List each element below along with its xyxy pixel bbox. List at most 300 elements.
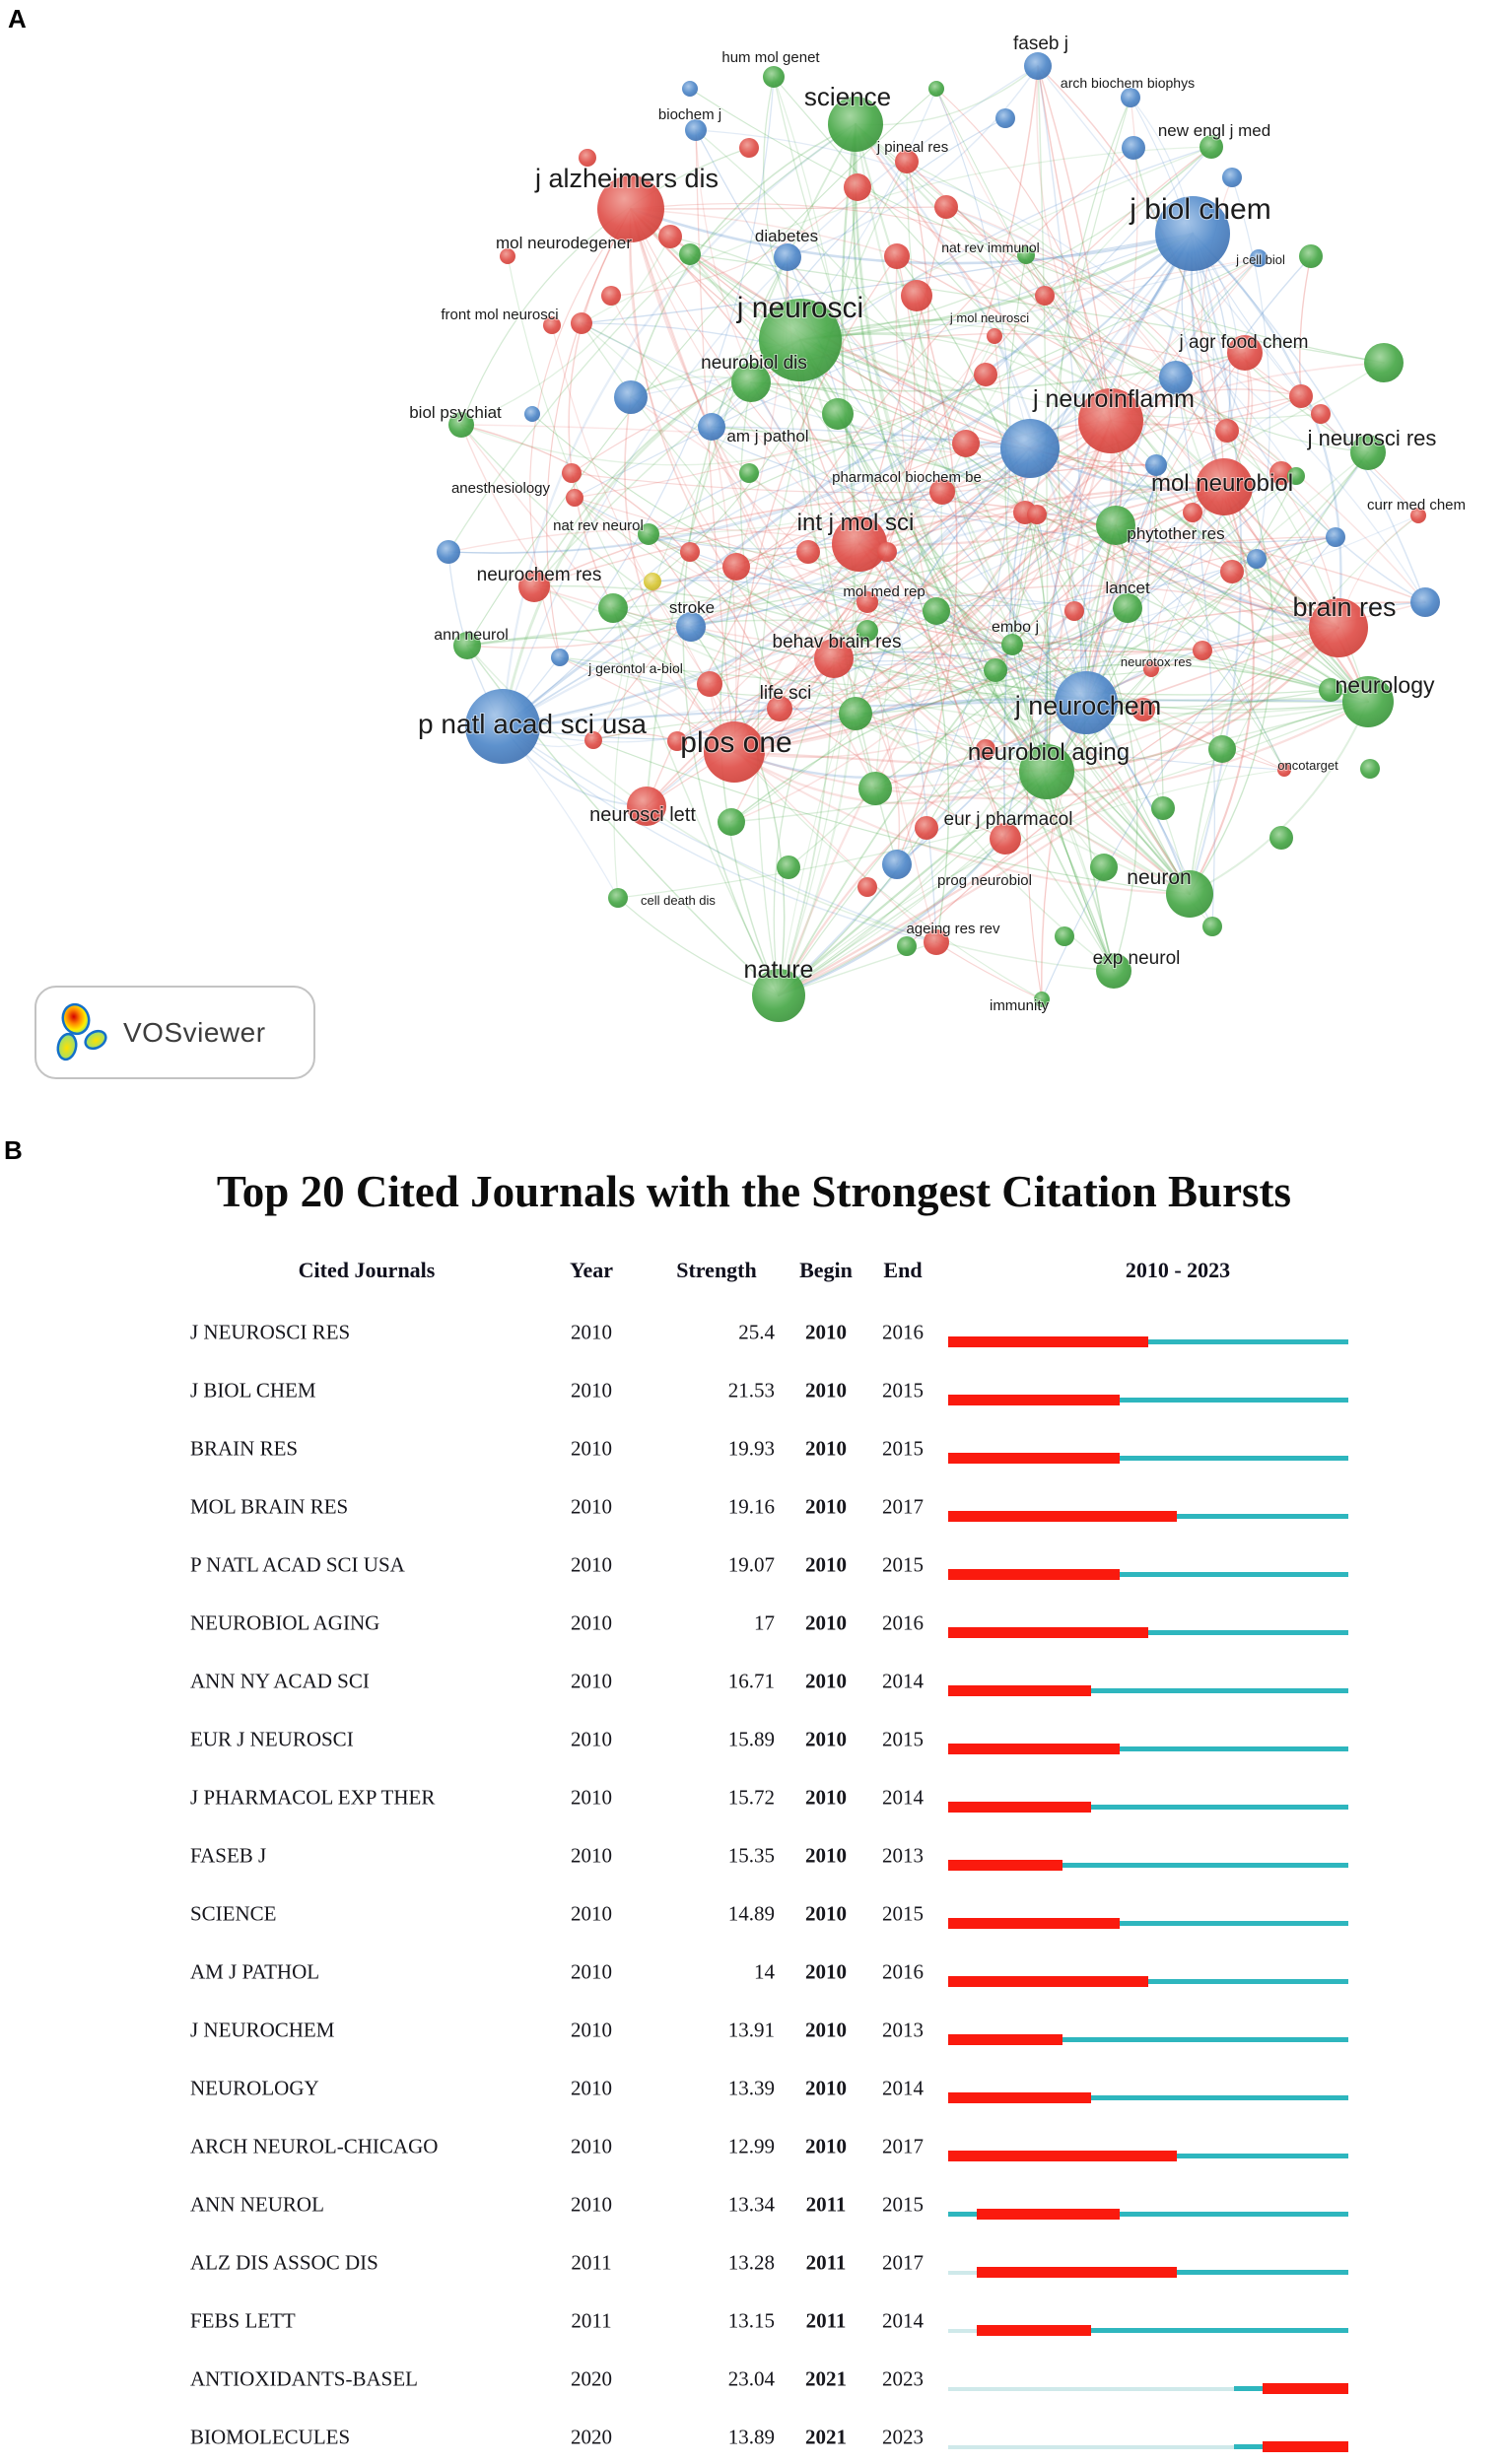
burst-segment — [1062, 1453, 1091, 1464]
active-segment — [1148, 1863, 1177, 1868]
journal-label: j neurosci — [736, 292, 864, 324]
cell-year: 2010 — [571, 1552, 612, 1577]
cell-end: 2023 — [882, 2425, 924, 2449]
inactive-segment — [1062, 2387, 1091, 2391]
journal-label: ageing res rev — [906, 921, 1000, 937]
cell-begin: 2010 — [805, 1494, 847, 1519]
burst-segment — [1148, 2151, 1177, 2161]
journal-node[interactable] — [1024, 52, 1052, 80]
burst-segment — [977, 2092, 1005, 2103]
journal-node[interactable] — [739, 138, 759, 158]
active-segment — [1234, 1572, 1263, 1577]
burst-segment — [977, 1511, 1005, 1522]
journal-node[interactable] — [796, 540, 820, 564]
cell-strength: 13.15 — [727, 2308, 775, 2333]
active-segment — [1177, 1456, 1205, 1461]
burst-segment — [1091, 1976, 1120, 1987]
journal-node[interactable] — [1035, 286, 1055, 306]
journal-node[interactable] — [1247, 549, 1267, 569]
burst-segment — [1034, 1511, 1062, 1522]
cell-journal: J NEUROSCI RES — [190, 1320, 351, 1344]
cell-journal: FASEB J — [190, 1843, 267, 1868]
burst-segment — [1062, 1918, 1091, 1929]
journal-node[interactable] — [698, 413, 725, 441]
burst-segment — [1291, 2383, 1320, 2394]
inactive-segment — [1177, 2387, 1205, 2391]
cell-end: 2016 — [882, 1610, 924, 1635]
inactive-segment — [948, 2271, 977, 2275]
journal-node[interactable] — [995, 108, 1015, 128]
cell-begin: 2010 — [805, 1843, 847, 1868]
journal-label: j alzheimers dis — [534, 164, 720, 193]
journal-node[interactable] — [608, 888, 628, 908]
network-edge — [1193, 234, 1425, 602]
burst-segment — [948, 1511, 977, 1522]
inactive-segment — [1034, 2445, 1062, 2449]
journal-node[interactable] — [901, 280, 932, 311]
active-segment — [1263, 1688, 1291, 1693]
active-segment — [1177, 1746, 1205, 1751]
burst-segment — [1062, 1395, 1091, 1405]
journal-node[interactable] — [1090, 854, 1118, 881]
burst-segment — [977, 2325, 1005, 2336]
active-segment — [1177, 1979, 1205, 1984]
network-edge — [1193, 234, 1425, 602]
burst-segment — [1005, 1627, 1034, 1638]
journal-label: j gerontol a-biol — [588, 660, 683, 676]
active-segment — [1234, 1514, 1263, 1519]
journal-label: science — [803, 82, 892, 111]
cell-end: 2014 — [882, 1785, 924, 1810]
active-segment — [1205, 1630, 1234, 1635]
journal-node[interactable] — [566, 489, 583, 507]
burst-segment — [1005, 1511, 1034, 1522]
journal-node[interactable] — [987, 328, 1002, 344]
column-header: Year — [570, 1258, 613, 1282]
active-segment — [1234, 1398, 1263, 1403]
journal-node[interactable] — [722, 553, 750, 581]
journal-node[interactable] — [952, 430, 980, 457]
burst-segment — [1062, 2092, 1091, 2103]
cell-year: 2010 — [571, 2018, 612, 2042]
active-segment — [1234, 1630, 1263, 1635]
journal-node[interactable] — [551, 649, 569, 666]
active-segment — [1234, 2386, 1263, 2391]
cell-journal: AM J PATHOL — [190, 1959, 320, 1984]
journal-label: ann neurol — [434, 627, 509, 644]
journal-label: cell death dis — [641, 893, 716, 908]
active-segment — [1120, 1805, 1148, 1810]
cell-strength: 13.39 — [727, 2076, 775, 2100]
journal-node[interactable] — [697, 671, 722, 697]
journal-node[interactable] — [777, 856, 800, 879]
cell-begin: 2010 — [805, 2134, 847, 2158]
burst-segment — [948, 2092, 977, 2103]
burst-segment — [1120, 1336, 1148, 1347]
journal-node[interactable] — [1202, 917, 1222, 936]
journal-node[interactable] — [822, 398, 854, 430]
cell-begin: 2010 — [805, 1436, 847, 1461]
journal-node[interactable] — [598, 593, 628, 623]
burst-segment — [1091, 1627, 1120, 1638]
burst-segment — [1034, 1395, 1062, 1405]
active-segment — [1205, 2095, 1234, 2100]
journal-node[interactable] — [877, 542, 897, 562]
journal-node[interactable] — [1360, 759, 1380, 779]
active-segment — [1177, 2095, 1205, 2100]
burst-segment — [1320, 2383, 1348, 2394]
inactive-segment — [1120, 2445, 1148, 2449]
journal-label: nat rev neurol — [553, 517, 644, 534]
active-segment — [1291, 1863, 1320, 1868]
journal-node[interactable] — [1121, 88, 1140, 107]
journal-label: diabetes — [754, 227, 819, 245]
active-segment — [1148, 1339, 1177, 1344]
burst-segment — [1148, 2267, 1177, 2278]
burst-segment — [948, 1395, 977, 1405]
active-segment — [1234, 1863, 1263, 1868]
journal-node[interactable] — [928, 81, 944, 97]
cell-end: 2017 — [882, 2250, 924, 2275]
cell-journal: P NATL ACAD SCI USA — [190, 1552, 405, 1577]
journal-node[interactable] — [1183, 503, 1202, 522]
burst-segment — [1320, 2441, 1348, 2452]
cell-year: 2011 — [571, 2250, 612, 2275]
cell-year: 2010 — [571, 2076, 612, 2100]
journal-node[interactable] — [1215, 419, 1239, 443]
journal-node[interactable] — [897, 936, 917, 956]
active-segment — [1120, 1863, 1148, 1868]
active-segment — [1234, 2095, 1263, 2100]
active-segment — [1291, 2212, 1320, 2217]
active-segment — [1234, 1746, 1263, 1751]
journal-node[interactable] — [1113, 593, 1142, 623]
active-segment — [1320, 1746, 1348, 1751]
burst-segment — [977, 1453, 1005, 1464]
burst-segment — [1062, 2267, 1091, 2278]
cell-end: 2016 — [882, 1320, 924, 1344]
journal-node[interactable] — [1289, 384, 1313, 408]
active-segment — [1291, 2154, 1320, 2158]
active-segment — [1291, 2270, 1320, 2275]
active-segment — [1120, 1688, 1148, 1693]
journal-label: curr med chem — [1366, 497, 1467, 513]
burst-segment — [1091, 1453, 1120, 1464]
cell-year: 2010 — [571, 1727, 612, 1751]
burst-segment — [1091, 1918, 1120, 1929]
journal-node[interactable] — [601, 286, 621, 306]
journal-node[interactable] — [882, 850, 912, 879]
active-segment — [1291, 1805, 1320, 1810]
journal-node[interactable] — [1064, 601, 1084, 621]
journal-node[interactable] — [739, 463, 759, 483]
burst-segment — [1120, 2267, 1148, 2278]
burst-segment — [977, 2209, 1005, 2220]
active-segment — [1320, 1863, 1348, 1868]
active-segment — [1263, 2095, 1291, 2100]
journal-label: neurobiol dis — [701, 353, 807, 374]
burst-segment — [948, 1685, 977, 1696]
journal-label: neurochem res — [476, 565, 602, 585]
active-segment — [1234, 2154, 1263, 2158]
active-segment — [1234, 1979, 1263, 1984]
active-segment — [1263, 1339, 1291, 1344]
journal-node[interactable] — [1122, 136, 1145, 160]
active-segment — [1320, 1514, 1348, 1519]
journal-node[interactable] — [524, 406, 540, 422]
cell-end: 2015 — [882, 1901, 924, 1926]
burst-segment — [1120, 2151, 1148, 2161]
journal-label: new engl j med — [1157, 121, 1271, 140]
cell-end: 2014 — [882, 1669, 924, 1693]
active-segment — [948, 2212, 977, 2217]
active-segment — [1148, 2212, 1177, 2217]
journal-node[interactable] — [562, 463, 582, 483]
inactive-segment — [1205, 2445, 1234, 2449]
active-segment — [1177, 1805, 1205, 1810]
burst-segment — [1005, 1336, 1034, 1347]
cell-strength: 13.28 — [727, 2250, 775, 2275]
journal-label: biol psychiat — [409, 403, 502, 422]
burst-segment — [1062, 1569, 1091, 1580]
burst-segment — [1062, 1976, 1091, 1987]
journal-node[interactable] — [1151, 796, 1175, 820]
burst-segment — [977, 1918, 1005, 1929]
cell-begin: 2011 — [805, 2250, 847, 2275]
journal-label: nat rev immunol — [941, 240, 1040, 255]
cell-year: 2010 — [571, 1901, 612, 1926]
journal-node[interactable] — [884, 243, 910, 269]
journal-node[interactable] — [934, 195, 958, 219]
cell-journal: ANTIOXIDANTS-BASEL — [190, 2366, 418, 2391]
burst-segment — [977, 2267, 1005, 2278]
burst-segment — [948, 1860, 977, 1871]
burst-segment — [1034, 1918, 1062, 1929]
cell-strength: 21.53 — [727, 1378, 775, 1403]
active-segment — [1320, 1688, 1348, 1693]
cell-strength: 16.71 — [727, 1669, 775, 1693]
active-segment — [1320, 1921, 1348, 1926]
column-header: Strength — [676, 1258, 757, 1282]
active-segment — [1263, 1805, 1291, 1810]
cell-journal: BIOMOLECULES — [190, 2425, 351, 2449]
burst-segment — [1062, 1802, 1091, 1813]
journal-node[interactable] — [682, 81, 698, 97]
burst-segment — [1062, 2151, 1091, 2161]
journal-node[interactable] — [844, 173, 871, 201]
journal-node[interactable] — [1208, 735, 1236, 763]
burst-segment — [977, 1802, 1005, 1813]
active-segment — [1263, 1572, 1291, 1577]
vosviewer-label: VOSviewer — [123, 1016, 266, 1048]
active-segment — [1205, 2328, 1234, 2333]
active-segment — [1263, 1514, 1291, 1519]
cell-year: 2010 — [571, 1320, 612, 1344]
journal-node[interactable] — [644, 573, 661, 590]
journal-node[interactable] — [1055, 926, 1074, 946]
journal-node[interactable] — [1269, 826, 1293, 850]
journal-node[interactable] — [1000, 419, 1060, 478]
cell-end: 2013 — [882, 1843, 924, 1868]
burst-segment — [977, 1336, 1005, 1347]
cell-journal: NEUROLOGY — [190, 2076, 319, 2100]
journal-label: life sci — [759, 683, 812, 704]
burst-segment — [1091, 1336, 1120, 1347]
cell-year: 2010 — [571, 2192, 612, 2217]
active-segment — [1234, 2037, 1263, 2042]
column-header: 2010 - 2023 — [1125, 1258, 1231, 1282]
burst-segment — [1091, 1569, 1120, 1580]
cell-strength: 15.89 — [727, 1727, 775, 1751]
active-segment — [1177, 2154, 1205, 2158]
journal-node[interactable] — [763, 66, 785, 88]
journal-node[interactable] — [658, 225, 682, 248]
burst-segment — [1091, 2267, 1120, 2278]
cell-begin: 2010 — [805, 1320, 847, 1344]
burst-segment — [1034, 1627, 1062, 1638]
active-segment — [1120, 2037, 1148, 2042]
cell-end: 2014 — [882, 2076, 924, 2100]
journal-node[interactable] — [1299, 244, 1323, 268]
cell-end: 2015 — [882, 1378, 924, 1403]
active-segment — [1291, 1921, 1320, 1926]
cell-begin: 2010 — [805, 2018, 847, 2042]
journal-node[interactable] — [1001, 634, 1023, 655]
active-segment — [1205, 2270, 1234, 2275]
active-segment — [1291, 1398, 1320, 1403]
active-segment — [1177, 1863, 1205, 1868]
journal-node[interactable] — [718, 808, 745, 836]
burst-segment — [1034, 2151, 1062, 2161]
cell-strength: 14.89 — [727, 1901, 775, 1926]
active-segment — [1263, 1921, 1291, 1926]
cell-year: 2020 — [571, 2366, 612, 2391]
journal-label: phytother res — [1127, 524, 1225, 543]
cell-journal: MOL BRAIN RES — [190, 1494, 349, 1519]
cell-begin: 2010 — [805, 1610, 847, 1635]
cell-year: 2010 — [571, 1494, 612, 1519]
active-segment — [1205, 1688, 1234, 1693]
cell-year: 2010 — [571, 1843, 612, 1868]
journal-node[interactable] — [614, 380, 648, 414]
journal-node[interactable] — [1027, 505, 1047, 524]
burst-segment — [1263, 2441, 1291, 2452]
active-segment — [1263, 2154, 1291, 2158]
active-segment — [1291, 1688, 1320, 1693]
cell-begin: 2010 — [805, 1378, 847, 1403]
burst-segment — [948, 1744, 977, 1754]
inactive-segment — [1148, 2387, 1177, 2391]
active-segment — [1234, 1805, 1263, 1810]
cell-end: 2015 — [882, 2192, 924, 2217]
journal-label: oncotarget — [1277, 758, 1338, 773]
active-segment — [1148, 1746, 1177, 1751]
journal-node[interactable] — [679, 243, 701, 265]
journal-label: behav brain res — [772, 632, 902, 652]
active-segment — [1120, 1572, 1148, 1577]
journal-label: j pineal res — [876, 139, 949, 156]
journal-node[interactable] — [857, 877, 877, 897]
active-segment — [1148, 1805, 1177, 1810]
cell-journal: FEBS LETT — [190, 2308, 296, 2333]
journal-node[interactable] — [858, 772, 892, 805]
active-segment — [1320, 2037, 1348, 2042]
active-segment — [1148, 2095, 1177, 2100]
cell-end: 2013 — [882, 2018, 924, 2042]
active-segment — [1177, 2037, 1205, 2042]
burst-segment — [1005, 1860, 1034, 1871]
active-segment — [1148, 1630, 1177, 1635]
journal-label: j agr food chem — [1179, 332, 1309, 353]
active-segment — [1205, 2212, 1234, 2217]
journal-node[interactable] — [680, 542, 700, 562]
burst-segment — [1005, 1685, 1034, 1696]
journal-node[interactable] — [1364, 343, 1404, 382]
journal-node[interactable] — [1311, 404, 1331, 424]
burst-table-title: Top 20 Cited Journals with the Strongest Citation Bursts — [216, 1167, 1292, 1216]
burst-segment — [1062, 1627, 1091, 1638]
journal-node[interactable] — [774, 243, 801, 271]
journal-node[interactable] — [923, 597, 950, 625]
journal-node[interactable] — [1222, 168, 1242, 187]
burst-segment — [1062, 1511, 1091, 1522]
cell-journal: BRAIN RES — [190, 1436, 299, 1461]
active-segment — [1062, 1863, 1091, 1868]
cell-begin: 2010 — [805, 1901, 847, 1926]
active-segment — [1320, 2328, 1348, 2333]
burst-segment — [977, 1685, 1005, 1696]
burst-segment — [1005, 2209, 1034, 2220]
active-segment — [1291, 1339, 1320, 1344]
journal-node[interactable] — [437, 540, 460, 564]
active-segment — [1148, 1572, 1177, 1577]
network-edge — [1038, 66, 1111, 421]
burst-segment — [1091, 2209, 1120, 2220]
active-segment — [1205, 1805, 1234, 1810]
burst-segment — [1034, 1685, 1062, 1696]
active-segment — [1120, 2328, 1148, 2333]
journal-label: j neurochem — [1014, 691, 1162, 720]
journal-node[interactable] — [1410, 587, 1440, 617]
active-segment — [1062, 2037, 1091, 2042]
active-segment — [1205, 1979, 1234, 1984]
journal-label: lancet — [1105, 579, 1150, 597]
network-edge — [1038, 66, 1111, 421]
burst-segment — [977, 1627, 1005, 1638]
journal-node[interactable] — [839, 697, 872, 730]
inactive-segment — [1091, 2387, 1120, 2391]
journal-label: prog neurobiol — [937, 872, 1032, 889]
burst-segment — [1148, 1511, 1177, 1522]
journal-node[interactable] — [974, 363, 997, 386]
cell-year: 2011 — [571, 2308, 612, 2333]
journal-node[interactable] — [915, 816, 938, 840]
journal-node[interactable] — [1326, 527, 1345, 547]
journal-node[interactable] — [1220, 560, 1244, 583]
inactive-segment — [1034, 2387, 1062, 2391]
journal-label: neurology — [1335, 672, 1435, 698]
active-segment — [1320, 1339, 1348, 1344]
burst-segment — [948, 1976, 977, 1987]
journal-node[interactable] — [1193, 641, 1212, 660]
journal-node[interactable] — [984, 658, 1007, 682]
burst-segment — [1034, 1569, 1062, 1580]
cell-journal: ANN NY ACAD SCI — [190, 1669, 370, 1693]
active-segment — [1320, 1630, 1348, 1635]
active-segment — [1148, 1979, 1177, 1984]
journal-node[interactable] — [571, 312, 592, 334]
panel-b-label: B — [4, 1135, 23, 1165]
